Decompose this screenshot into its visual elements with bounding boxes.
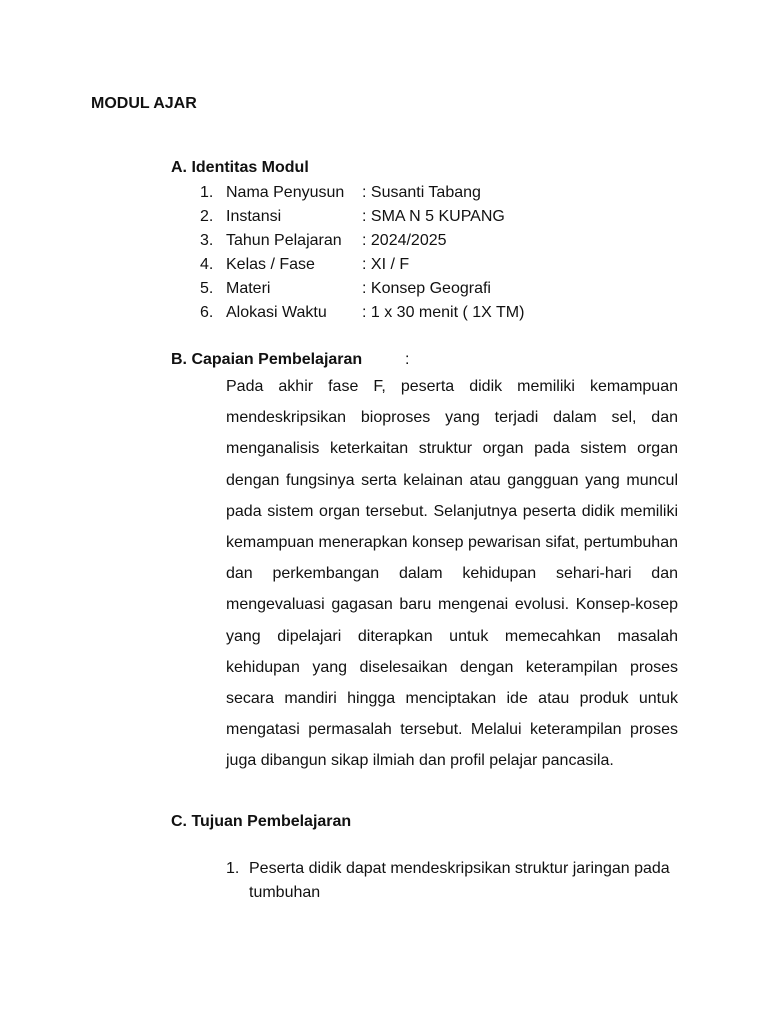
section-a-heading	[171, 158, 309, 178]
identity-row	[200, 277, 524, 301]
section-b-heading	[171, 350, 362, 370]
list-number: 3.	[200, 232, 214, 249]
identity-row	[200, 301, 524, 325]
identity-value: : XI / F	[362, 256, 410, 273]
section-b-heading-text: Capaian Pembelajaran	[191, 351, 363, 368]
identity-value: : 1 x 30 menit ( 1X TM)	[362, 304, 525, 321]
list-number: 1.	[200, 184, 214, 201]
list-number: 2.	[200, 208, 214, 225]
section-a-heading-text: A. Identitas Modul	[171, 159, 309, 176]
tujuan-list	[226, 857, 678, 905]
section-b-prefix: B.	[171, 351, 187, 368]
list-number: 4.	[200, 256, 214, 273]
identity-label: Nama Penyusun	[226, 184, 345, 201]
list-number: 6.	[200, 304, 214, 321]
identity-row	[200, 181, 524, 205]
tujuan-text: Peserta didik dapat mendeskripsikan struktur jaringan pada tumbuhan	[249, 860, 670, 901]
identity-label: Kelas / Fase	[226, 256, 315, 273]
list-number: 5.	[200, 280, 214, 297]
identity-value: : Konsep Geografi	[362, 280, 491, 297]
identity-row	[200, 229, 524, 253]
identity-value: : Susanti Tabang	[362, 184, 481, 201]
identity-value: : SMA N 5 KUPANG	[362, 208, 505, 225]
identity-label: Alokasi Waktu	[226, 304, 327, 321]
identity-row	[200, 205, 524, 229]
document-title: MODUL AJAR	[91, 95, 197, 112]
identity-row	[200, 253, 524, 277]
section-b-colon: :	[405, 351, 410, 368]
list-item	[226, 857, 678, 905]
section-c-heading-text: C. Tujuan Pembelajaran	[171, 813, 352, 830]
capaian-paragraph: Pada akhir fase F, peserta didik memiliki kemampuan mendeskripsikan bioproses yang terjadi dalam sel, dan menganalisis keterkaitan struktur organ pada sistem organ dengan fungsinya serta kelainan atau gangguan yang muncul pada sistem organ tersebut. Selanjutnya peserta didik memiliki kemampuan menerapkan konsep pewarisan sifat, pertumbuhan dan perkembangan dalam kehidupan sehari-hari dan mengevaluasi gagasan baru mengenai evolusi. Konsep-kosep yang dipelajari diterapkan untuk memecahkan masalah kehidupan yang diselesaikan dengan keterampilan proses secara mandiri hingga menciptakan ide atau produk untuk mengatasi permasalah tersebut. Melalui keterampilan proses juga dibangun sikap ilmiah dan profil pelajar pancasila.	[226, 378, 678, 770]
identity-list	[200, 181, 524, 325]
identity-label: Instansi	[226, 208, 282, 225]
identity-label: Tahun Pelajaran	[226, 232, 342, 249]
section-c-heading	[171, 812, 351, 832]
list-number: 1.	[226, 860, 240, 877]
identity-label: Materi	[226, 280, 271, 297]
identity-value: : 2024/2025	[362, 232, 447, 249]
